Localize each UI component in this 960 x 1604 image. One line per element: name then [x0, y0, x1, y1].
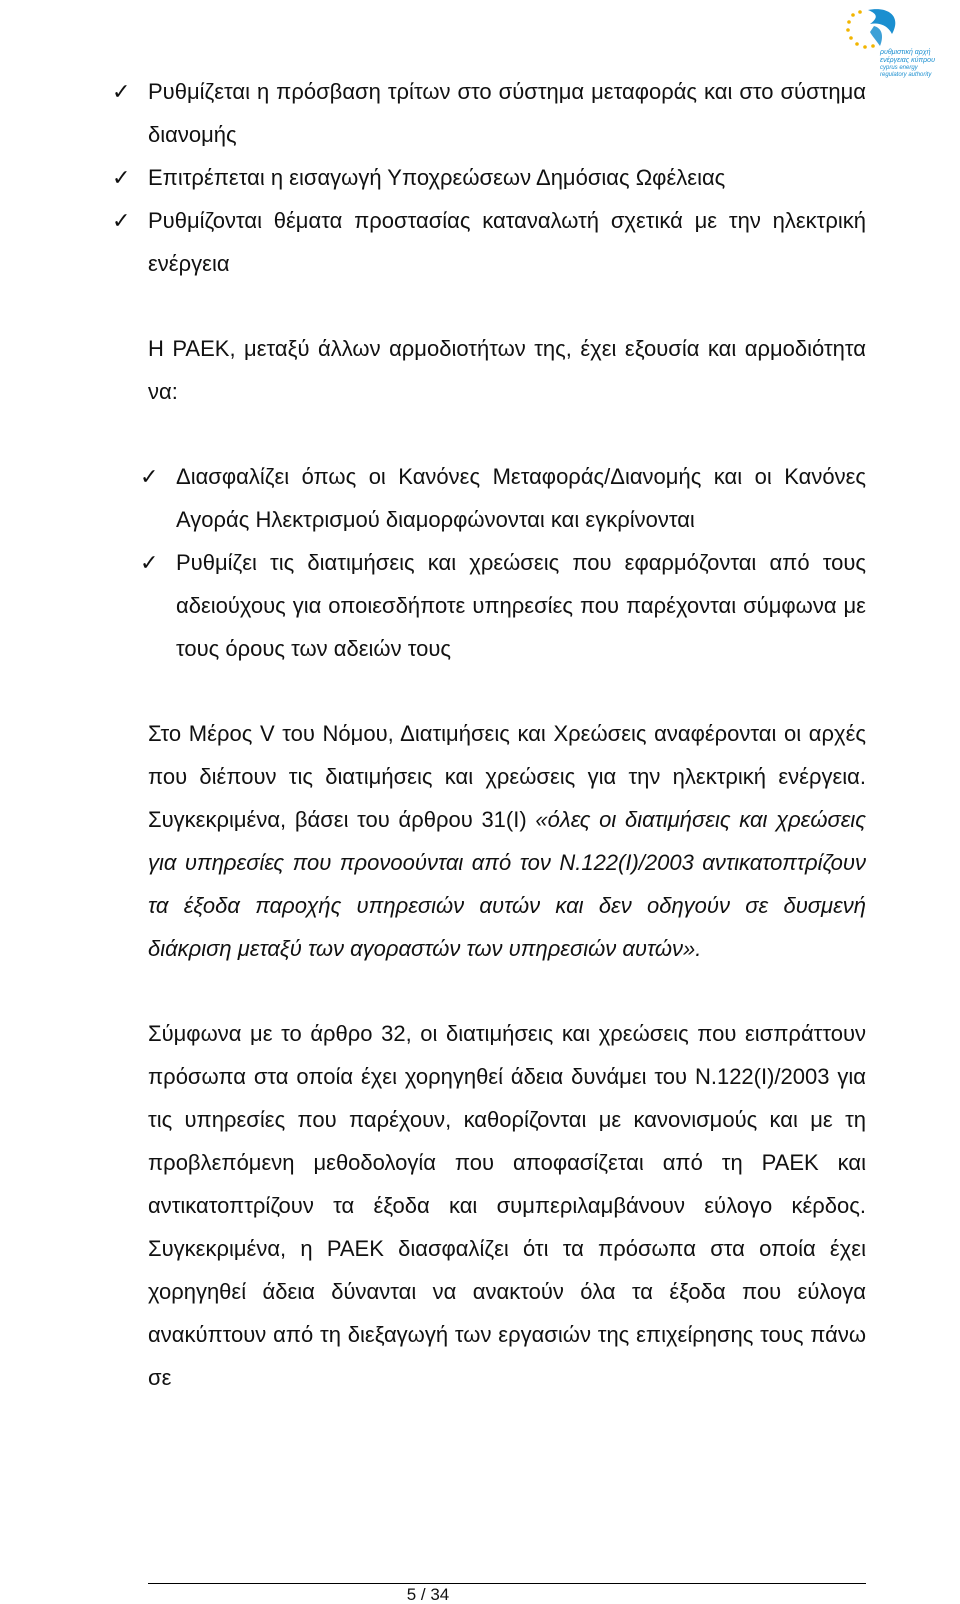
paragraph-authority: Η ΡΑΕΚ, μεταξύ άλλων αρμοδιοτήτων της, έχει εξουσία και αρμοδιότητα να:	[148, 336, 866, 404]
list-item	[140, 541, 866, 670]
logo-line-3: cyprus energy	[880, 65, 918, 71]
page-number: 5 / 34	[406, 1585, 450, 1604]
list-item-text: Επιτρέπεται η εισαγωγή Υποχρεώσεων Δημόσιας Ωφέλειας	[148, 165, 726, 190]
list-item	[112, 156, 866, 199]
article-31-quote: «όλες οι διατιμήσεις και χρεώσεις για υπηρεσίες που προνοούνται από τον Ν.122(Ι)/2003 αντικατοπτρίζουν τα έξοδα παροχής υπηρεσιών αυτών και δεν οδηγούν σε δυσμενή διάκριση μεταξύ των αγοραστών των υπηρεσιών αυτών».	[148, 807, 867, 961]
list-item-text: Διασφαλίζει όπως οι Κανόνες Μεταφοράς/Διανομής και οι Κανόνες Αγοράς Ηλεκτρισμού διαμορφώνονται και εγκρίνονται	[176, 464, 866, 532]
paragraph-article-32: Σύμφωνα με το άρθρο 32, οι διατιμήσεις και χρεώσεις που εισπράττουν πρόσωπα στα οποία έχει χορηγηθεί άδεια δυνάμει του Ν.122(Ι)/2003 για τις υπηρεσίες που παρέχουν, καθορίζονται με κανονισμούς και με τη προβλεπόμενη μεθοδολογία που αποφασίζεται από τη ΡΑΕΚ και αντικατοπτρίζουν τα έξοδα και συμπεριλαμβάνουν εύλογο κέρδος. Συγκεκριμένα, η ΡΑΕΚ διασφαλίζει ότι τα πρόσωπα στα οποία έχει χορηγηθεί άδεια δύνανται να ανακτούν όλα τα έξοδα που εύλογα ανακύπτουν από τη διεξαγωγή των εργασιών της επιχείρησης τους πάνω σε	[148, 1021, 866, 1390]
list-item-text: Ρυθμίζεται η πρόσβαση τρίτων στο σύστημα μεταφοράς και στο σύστημα διανομής	[148, 79, 866, 147]
logo-line-1: ρυθμιστική αρχή	[880, 49, 931, 56]
document-body	[112, 70, 867, 1399]
paragraph-tariffs-text: Στο Μέρος V του Νόμου, Διατιμήσεις και Χρεώσεις αναφέρονται οι αρχές που διέπουν τις διατιμήσεις και χρεώσεις για την ηλεκτρική ενέργεια. Συγκεκριμένα, βάσει του άρθρου 31(Ι)	[148, 721, 866, 832]
footer-divider	[148, 1583, 866, 1584]
checklist-2	[140, 455, 866, 670]
list-item	[112, 199, 866, 285]
logo-line-4: regulatory authority	[880, 72, 932, 78]
check-mark-icon: ✓	[112, 165, 131, 190]
list-item-text: Ρυθμίζονται θέματα προστασίας καταναλωτή σχετικά με την ηλεκτρική ενέργεια	[148, 208, 866, 276]
list-item	[112, 70, 866, 156]
check-mark-icon: ✓	[112, 79, 131, 104]
list-item	[140, 455, 866, 541]
check-mark-icon: ✓	[112, 208, 131, 233]
checklist-1	[112, 70, 866, 285]
check-mark-icon: ✓	[140, 550, 159, 575]
logo-line-2: ενέργειας κύπρου	[880, 57, 935, 64]
paragraph-tariffs	[148, 712, 866, 970]
list-item-text: Ρυθμίζει τις διατιμήσεις και χρεώσεις που εφαρμόζονται από τους αδειούχους για οποιεσδήποτε υπηρεσίες που παρέχονται σύμφωνα με τους όρους των αδειών τους	[176, 550, 866, 661]
check-mark-icon: ✓	[140, 464, 159, 489]
